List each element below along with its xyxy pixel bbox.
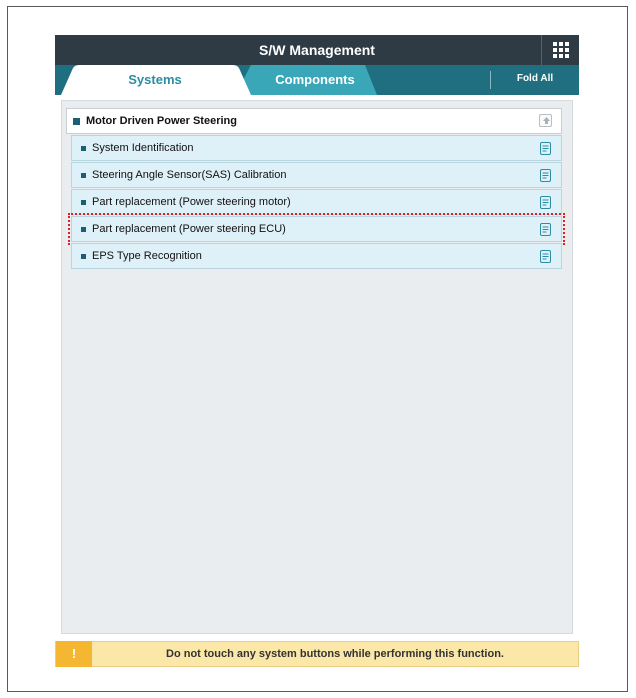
tab-components[interactable] [225, 65, 385, 95]
list-item-part-replacement-ecu[interactable] [71, 216, 562, 242]
warning-notice-bar [55, 641, 579, 667]
tab-systems-label: Systems [128, 72, 182, 87]
list-item-part-replacement-motor[interactable] [71, 189, 562, 215]
group-bullet [73, 118, 80, 125]
document-icon [540, 223, 551, 236]
function-list [71, 135, 562, 270]
warning-icon-glyph: ! [71, 646, 77, 661]
item-label: Part replacement (Power steering motor) [92, 196, 291, 208]
warning-icon [56, 641, 92, 667]
tab-bar [55, 65, 579, 95]
grid-menu-button[interactable] [541, 35, 579, 65]
tab-components-label: Components [275, 72, 355, 87]
item-label: System Identification [92, 142, 194, 154]
group-label: Motor Driven Power Steering [86, 115, 237, 127]
item-label: EPS Type Recognition [92, 250, 202, 262]
item-bullet [81, 173, 86, 178]
list-item-eps-type-recognition[interactable] [71, 243, 562, 269]
item-label: Part replacement (Power steering ECU) [92, 223, 286, 235]
document-icon [540, 250, 551, 263]
warning-message: Do not touch any system buttons while performing this function. [166, 648, 504, 660]
document-icon [540, 169, 551, 182]
item-label: Steering Angle Sensor(SAS) Calibration [92, 169, 287, 181]
collapse-icon[interactable] [539, 114, 552, 127]
item-bullet [81, 146, 86, 151]
item-bullet [81, 200, 86, 205]
title-bar [55, 35, 579, 65]
fold-all-button[interactable]: Fold All [516, 73, 554, 84]
list-item-system-identification[interactable] [71, 135, 562, 161]
document-icon [540, 142, 551, 155]
grid-menu-icon [553, 42, 569, 58]
document-icon [540, 196, 551, 209]
item-bullet [81, 227, 86, 232]
item-bullet [81, 254, 86, 259]
list-item-sas-calibration[interactable] [71, 162, 562, 188]
page-title: S/W Management [259, 42, 375, 58]
group-header-motor-driven-power-steering[interactable] [66, 108, 562, 134]
